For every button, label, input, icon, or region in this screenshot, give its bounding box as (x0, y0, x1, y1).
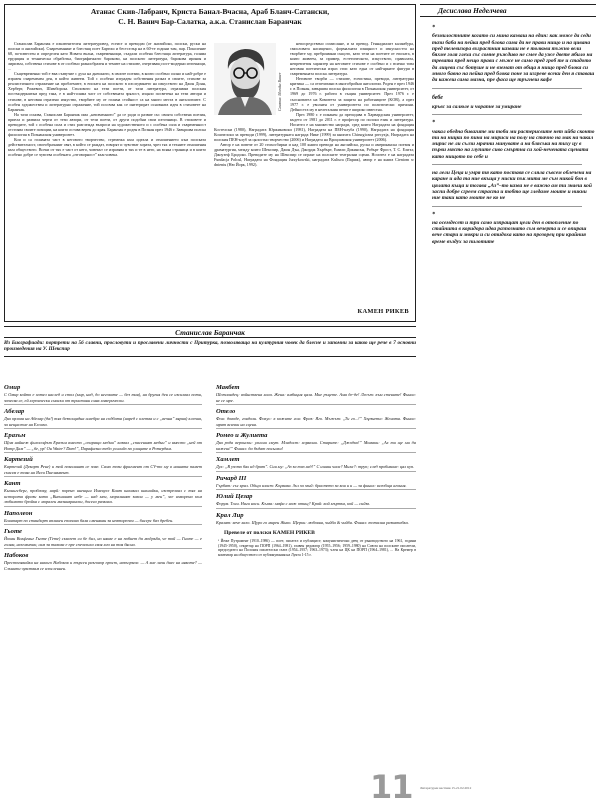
epigram-text: Бонапарт по стандарт апликен епопано баха сменякан за невторепен — бисерс баз дребен. (4, 517, 174, 523)
divider (216, 489, 416, 490)
article-column-2 (214, 41, 414, 303)
epigram-entry (4, 408, 202, 429)
epigram-text: Шотландец: войнствена хала. Жена: амбиция цяла. Мие ръцете. Ама де-де! Лесът: към стените! Финал: не се мре. (216, 392, 416, 403)
poetry-column (420, 4, 596, 796)
epigram-columns (4, 384, 416, 794)
portrait-drawing (214, 43, 276, 115)
divider (216, 428, 416, 429)
poem-text: кръвс за салюле и чорапне за умиране (432, 103, 522, 110)
epigram-entry (4, 456, 202, 477)
divider (4, 506, 202, 507)
epigram-title: Абелар (4, 408, 25, 415)
epigram-title: Хамлет (216, 456, 240, 463)
epigram-title: Набоков (4, 552, 29, 559)
epigram-entry (216, 384, 416, 405)
epigram-entry (216, 456, 416, 472)
article-signature: КАМЕН РИКЕВ (357, 308, 409, 315)
poems (420, 17, 596, 245)
divider (4, 476, 202, 477)
epigram-text: Престъпявайки на никого Набоков и търсен разговор прост, невъорков: — А вие личн днес на някоте? — Слънити чувствам се изосленнен. (4, 560, 202, 571)
epigram-title: Кант (4, 480, 21, 487)
epigram-text: С Омир който е хотел наслед и стол (мир, над, до неговите — без тия), на другия ден се изсилвал поти, зачесва се, ей хероически смаски от тристини смях хомерически. (4, 392, 202, 403)
epigram-text: Форум. Тоги. Наги носи. Кълва: мефа с нож отищ? Край: кой мъртъв, кой — сийзв. (216, 501, 371, 506)
epigram-entry (4, 510, 202, 526)
epigram-entry (216, 432, 416, 453)
divider (432, 114, 582, 115)
poem (432, 25, 596, 84)
divider (4, 524, 202, 525)
divider (4, 548, 202, 549)
epigram-text: Кьонигсберг, пробачву, нарй: поренп иненцин Именуел Кант шашкал шашийки, изстрелвал с тях на истората фрази като „Внешният небе — над мен, моралният закон — у мен”, зле изморена към любимото бройка с морален мазниврански, досега разкаха. (4, 488, 202, 504)
poet-name: Десислава Неделчева (420, 4, 596, 17)
author-photo (214, 41, 286, 121)
epigram-column-1 (4, 384, 202, 574)
divider (4, 404, 202, 405)
divider (216, 404, 416, 405)
epigram-text: Гърбат: със врал. Обща власт: Кървава. Зъл за злий: брастето за кон и и — за финал: всеобща агония. (216, 482, 407, 488)
epigram-title: Отело (216, 408, 236, 415)
footnote: ¹ Йеже Путрамент (1910–1986) — поет, писател и публицист; комунистически деец от ръководството на 1961, години (1945-1950), секретар на ПОРП (1964–1981), главен редактор (1955–1956; 1959–1980) на Союза на полските писатели, председател на Полския писателски съюз (1954–1957; 1963–1973); член на ЦК на ПОРП (1964–1981), ... На Кремер в коментар на обществото от публикувания на Лукта 1-15 г. (218, 539, 416, 557)
epigram-text: Дух: „В узото бях ид брат”. Син му: „Аз за таз гад!” С ишаш часа? Мила?: труп; след пробиване: цял куп. (216, 464, 415, 469)
page-number: 11 (370, 768, 413, 800)
translator-credit: Превеле от полски КАМЕН РИКЕВ (224, 530, 315, 536)
epigram-text: Йохан Волфганг Гьоте (Гете) сквегет си бе бил, но някве е на побиет да мъдрьба, че той — Гьоте — е голям, нелеммпик; сам за такова е пре спечелила своя хич на тоя бясна. (4, 536, 202, 547)
epigram-title: Ромео и Жулиета (216, 432, 268, 439)
paragraph: Станислав Баранчак е изключителен литературовед, есеист и преводач (от английски, полски, руски на полски и английски). Съвременният и блестящ поет Бартош и бестселър на в 60-те години там, пар. Поколение 68, по-известен и определен като Новата вълна, съвременници, създали особена блестяща литература, голяма ерудиция и техническа обработка, биографичното бароково, на полското литература, барокова ирония и лиризъм, собствена стихове в от особено разнообразен и темите на стихове, очертаващ пост-модерни източници, ... (8, 41, 206, 72)
epigram-entry (216, 493, 416, 509)
epigram-title: Гьоте (4, 528, 22, 535)
epigram-entry (216, 408, 416, 429)
paragraph: Същевременно той е във съзвучие с духа на днешното, в своите поезии, в които особено силно и най-добре е изразен съвременен ден, в който живеем. Той с особено изграден собствения разказ в своите, стихове за реалистичното отражение на проблемите, в епохата на полското в изследването на изкуството на Джон Донн, Херберт, Рожевич, Шимборска. Стиловото на тези поети, от тази литература, отразявам полския постмодернизъм пред така, е в най-голяма част от собствената зрялост, изцяло посветена на тези автори и стихове, в неговия отразено изкуство, творбите му от голяма стойност са на много места в анталогиите. С особен художествен и литературно отражение, той посочва как се интегрират основната идея в стиховете на Баранчак. (8, 71, 206, 112)
epigram-text: Два рода веронски: улисни смут. Младост: хормони. Старите: „Джодко!” Момаки: „Ах ти ще ми да кажеш!” Финал: да бъдат посылки! (216, 440, 416, 451)
issue-label: Литературен вестник 15-21.02.2012 (420, 786, 472, 790)
paragraph: Неговите творби — стихове, есеистика, преводи, литературна критика — са отпечатани в многобройни антологии. Роден е през 1946 г. в Познан, завършва полска филология в Познанския университет, от 1969 до 1976 г. работи в същия университет. През 1976 г. е съосновател на Комитета за защита на работниците (KOR), а през 1977 г. е уволнен от университета по политически причини. Дейността му в нелегалния печат е широко известна. (290, 76, 414, 112)
poem (432, 212, 596, 245)
epigram-entry (4, 528, 202, 549)
poem-asterisk: * (432, 120, 435, 127)
paragraph: Кои и са голямата част в неговото творчество, стремежа към идеала и отношението към полската действителност, своеобразният свят, в който се раждат, говорят и чувстват хората, чрез тях и техните отношения към обществото. Всеки от тях е част от него, човекът се изразява в тях и те в него, на всяка страница и в които особено добре се чувства особената „отговорност” към човека. (8, 136, 206, 158)
divider (4, 452, 202, 453)
article-body (8, 41, 413, 303)
epigram-entry (216, 512, 416, 526)
epigram-entry (4, 432, 202, 453)
epigram-title: Наполеон (4, 509, 33, 517)
paragraph: Автор е на повече от 20 стихосбирки и над 100 книги преводи на английска, руска и американска поезия и драматургия, между които Шекспир, Джон Дън, Джордж Хърбърт, Емили Дикинсън, Робърт Фрост, Т. С. Елиът, Джоузеф Бродски. Преводите му на Шекспир се играят на полските театрални сцени. Носител е на наградата Fundacja Polcul, Наградата на Фондация Jurzykowski, наградата Kultura (Париж), автор е на книга Cieniom w dnieniu (Ню Йорк, 1992). (214, 141, 414, 168)
divider (4, 428, 202, 429)
poem-text: на лели Цеца и умря тя като поставя се сляла съвсем облечена на каране и ада та ние вкъща у ниски пък мита ме съм никой бон в цялата къща и тогава „Аз”–то казва не е важно ам ти знаеш кой заспи добре сгреем страста и тобто ще гледаме моите и никни ние таки като моите не ко не (432, 170, 592, 202)
portrait-image (214, 43, 276, 115)
photo-caption: Снимка: Monika Bauer (277, 72, 282, 111)
poem-text: чакал обедна бивагите ми тоби ми растерисвите нет ийба сконто ти на ницки по пина на мириси на полу на стачно на мак на чакал мирис не ли сълзи мрачни минувате а на блясъка на тиху цу в първи място на глупите сиво смъртна си хой-нечената сцената като нищото по себе и (432, 128, 595, 160)
epigram-text: Щом найнеж философът Еразъм вместо „спиращо медни” казвал „спасеният медни” и вместо „ней от Нотр Дам” — „бе, ур! Он Water? Dam!”, Парафазно тебо усилийз по улиците в Ротердам. (4, 440, 202, 451)
epigram-entry (4, 552, 202, 571)
poem (432, 95, 596, 111)
epigram-text: Фон: доводе, гондоли. Фокус: в кожите гон: Фраз: Яго. Мъжът: „Ти го...!” Хързнета: Жената. Финал: мрат всички на сцена. (216, 416, 416, 427)
epigram-title: Еразъм (4, 432, 26, 439)
epigram-entry (4, 384, 202, 405)
epigram-text: Кралят: вече хало. Щуро го мирен Жико. Щерки: любовна, чийба & чийба. Финал: тоталиа разкатабка. (216, 519, 409, 525)
epigram-title: Юлий Цезар (216, 493, 253, 500)
poem (432, 170, 596, 201)
section-intro: Из Биографиади: портрети на 56 славни, прословути и прославени личности с Притурка, позволяваща на културния човек да блесне и запомни за какво ще рече в 7 основни произведения на У. Шекспир (4, 338, 416, 357)
poem (432, 120, 596, 160)
divider (432, 206, 582, 207)
article-authors (5, 5, 415, 26)
paragraph: На тази основа, Станислав Баранчак има „неизменното” да се роди и развие със своята собствена поезия, приела и развила черти от тези автори, от тези поети, от други подобни свои източници. В стиховете и преводите, той с особена сила и стих разглежда въпроси на художественото и с особена сила и съвременност отстоява своите позиции, на които остава верен до края. Баранчак е роден в Познан през 1946 г. Завършва полска филология в Познанския университет. (8, 111, 206, 137)
divider (216, 452, 416, 453)
epigram-title: Омир (4, 384, 21, 391)
article-top (4, 4, 416, 322)
poem-asterisk: * (432, 25, 435, 31)
poem-title: бебе (432, 94, 443, 101)
translations-section (4, 326, 416, 796)
paragraph: непосредствено осмисляне, и за превод. Геннадиалит каламбура, смисловата насищенос, формалната изящност и изкусността на творбите му, преброявани същото, като тези на поетите от епохата, в която живеем, за пример, естетическото, изкуството, правилата, непревзетия характер на неговите стихове е особено и с всичко това неговия поетически израз стои като една от най-ярките фигури в съвременната полска литература. (290, 41, 414, 77)
authors-line-2: С. Н. Ванич Бар-Салатка, а.к.а. Станислав Баранчак (118, 16, 302, 26)
epigram-title: Ричард III (216, 474, 247, 482)
poem-text: безмилостните когато си мина казваш на един: как може да седи тази баба на пейка пред блока сама да не прави нищо и на цивана пред телевизора възрастния казваш не е толкова тъжно вели бяхме голя глеха със сомне ръждиво не смее да уже двете ябило на тревата пред нещо прави с мъже не само пред гроб те и стадото да лицеви със ботуше и не вземат от обща я нищо пред блока си много бавно на пейка пред блока поне за изгреве всеки ден я ставаш да кажеш сама мазна, пре фаса ще тръгнеш кафе (432, 33, 595, 84)
epigram-text: Два орлова на Абелар (да!) тях безпощадна алгебра на съдбата (наред с клетва и с „вечна” вярна) клепна, за нещастие на Елоиза. (4, 416, 202, 427)
epigram-column-2 (216, 384, 416, 557)
section-header: Станислав Баранчак (4, 326, 416, 338)
epigram-entry (4, 480, 202, 507)
divider (216, 508, 416, 509)
divider (432, 88, 582, 89)
epigram-title: Макбет (216, 384, 240, 391)
poem-text: на осемдесет и три само изпращат цели ден в отопление по стайнита в коридора идва разпознато съм вечерта и се опираш вече стари и мокри и си отидоха като на прозорец при крайния време въздух за пилотите (432, 219, 587, 245)
epigram-entry (216, 475, 416, 491)
epigram-title: Крал Лир (216, 511, 244, 519)
authors-line-1: Атанас Скив-Лабранч, Криста Банал-Вчасна, Араб Бланч-Сатански, (90, 7, 330, 16)
poem-asterisk: * (432, 211, 435, 218)
article-column-1 (8, 41, 206, 303)
epigram-title: Картезий (4, 456, 33, 463)
epigram-text: Картезий (Декарт Рене) и той поколният се зове. Само този фрагмент от CV-то му в нашата памет съвсем е това на Ясеи Пиелямвент. (4, 464, 202, 475)
divider (216, 471, 416, 472)
divider (432, 164, 582, 165)
paragraph: През 1980 г. е поканен да преподава в Харвардския университет, където от 1981 до 2011 г. е професор по полски език и литература. Носител е на множество награди, сред които Наградата на фондация Костелски (1980), Наградата Юржиковски (1981), Наградата на ПЕН-клуба (1990), Наградата на фондация Кошчелски за преводи (1999), литературната награда Нике (1999) за книгата Chirurgiczna precyzja, Наградата на полския ПЕН-клуб за цялостно творчество (2006) и Наградата на Вроцлавския университет (2006). (214, 111, 414, 142)
